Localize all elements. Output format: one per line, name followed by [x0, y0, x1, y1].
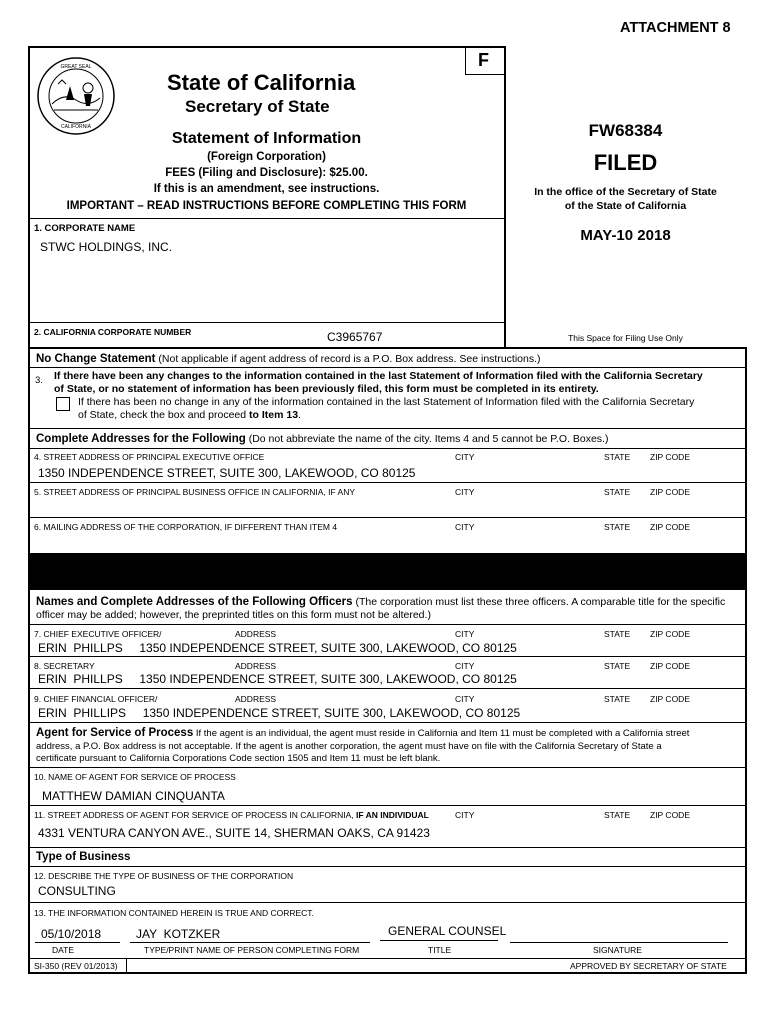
item8-value: ERIN PHILLPS 1350 INDEPENDENCE STREET, SUITE 300, LAKEWOOD, CO 80125 — [38, 672, 517, 686]
item7-state-label: STATE — [604, 629, 631, 639]
divider-header — [28, 218, 505, 219]
redaction-bar — [28, 553, 747, 590]
divider-no-change — [28, 367, 746, 368]
item9-value: ERIN PHILLIPS 1350 INDEPENDENCE STREET, SUITE 300, LAKEWOOD, CO 80125 — [38, 706, 521, 720]
date-label: DATE — [52, 945, 75, 955]
corporate-number-value: C3965767 — [327, 330, 383, 344]
officers-title: Names and Complete Addresses of the Following Officers (The corporation must list these three officers. A comparable title for the specific — [36, 596, 726, 608]
item3-line4: of State, check the box and proceed to Item 13. — [78, 409, 301, 421]
fees-line: FEES (Filing and Disclosure): $25.00. — [165, 167, 368, 179]
addresses-title: Complete Addresses for the Following (Do not abbreviate the name of the city. Items 4 and 5 cannot be P.O. Boxes.) — [36, 433, 609, 445]
item4-state-label: STATE — [604, 452, 631, 462]
divider-item1 — [28, 322, 505, 323]
important-line: IMPORTANT – READ INSTRUCTIONS BEFORE COMPLETING THIS FORM — [66, 200, 467, 212]
item11-label: 11. STREET ADDRESS OF AGENT FOR SERVICE OF PROCESS IN CALIFORNIA, IF AN INDIVIDUAL — [34, 810, 429, 820]
amendment-line: If this is an amendment, see instructions. — [153, 183, 380, 195]
divider-item10 — [28, 767, 746, 768]
form-revision: SI-350 (REV 01/2013) — [34, 961, 118, 971]
item8-city-label: CITY — [455, 661, 475, 671]
item7-label: 7. CHIEF EXECUTIVE OFFICER/ — [34, 629, 162, 639]
item7-value: ERIN PHILLPS 1350 INDEPENDENCE STREET, SUITE 300, LAKEWOOD, CO 80125 — [38, 641, 517, 655]
divider-business — [28, 847, 746, 848]
frame-left — [28, 347, 30, 973]
corporate-name-label: 1. CORPORATE NAME — [34, 223, 136, 234]
no-change-checkbox[interactable] — [56, 397, 70, 411]
form-letter-box-bottom — [465, 74, 505, 75]
item3-line1: If there have been any changes to the information contained in the last Statement of Information filed with the California Secretary — [54, 370, 703, 382]
title-value: GENERAL COUNSEL — [388, 924, 507, 938]
filing-office-line2: of the State of California — [564, 200, 687, 212]
divider-top-block — [28, 347, 746, 349]
item4-zip-label: ZIP CODE — [650, 452, 690, 462]
filing-number: FW68384 — [588, 121, 663, 140]
title-line — [380, 940, 498, 941]
item4-label: 4. STREET ADDRESS OF PRINCIPAL EXECUTIVE OFFICE — [34, 452, 265, 462]
frame-left-top — [28, 46, 30, 348]
divider-item5 — [28, 482, 746, 483]
item8-label: 8. SECRETARY — [34, 661, 95, 671]
item7-city-label: CITY — [455, 629, 475, 639]
name-label: TYPE/PRINT NAME OF PERSON COMPLETING FORM — [144, 945, 360, 955]
item3-number: 3. — [35, 375, 43, 386]
divider-item11 — [28, 805, 746, 806]
item11-city-label: CITY — [455, 810, 475, 820]
divider-item9 — [28, 688, 746, 689]
item6-state-label: STATE — [604, 522, 631, 532]
filing-status: FILED — [593, 150, 658, 175]
date-line — [35, 942, 120, 943]
item4-city-label: CITY — [455, 452, 475, 462]
item9-zip-label: ZIP CODE — [650, 694, 690, 704]
frame-bottom — [28, 972, 747, 974]
divider-item7 — [28, 624, 746, 625]
filing-date: MAY-10 2018 — [580, 227, 671, 244]
agent-text1: Agent for Service of Process If the agent is an individual, the agent must reside in California and Item 11 must be completed with a California street — [36, 727, 690, 739]
state-title: State of California — [167, 70, 356, 95]
item10-value: MATTHEW DAMIAN CINQUANTA — [42, 789, 225, 803]
business-title: Type of Business — [36, 851, 131, 863]
item8-zip-label: ZIP CODE — [650, 661, 690, 671]
divider-addresses — [28, 428, 746, 429]
california-seal-icon — [36, 56, 116, 136]
item9-state-label: STATE — [604, 694, 631, 704]
divider-item8 — [28, 656, 746, 657]
item13-label: 13. THE INFORMATION CONTAINED HEREIN IS TRUE AND CORRECT. — [34, 908, 314, 918]
item6-zip-label: ZIP CODE — [650, 522, 690, 532]
approved-label: APPROVED BY SECRETARY OF STATE — [570, 961, 727, 971]
filing-space-note: This Space for Filing Use Only — [568, 333, 683, 343]
frame-top-left — [28, 46, 505, 48]
title-label: TITLE — [428, 945, 452, 955]
item7-zip-label: ZIP CODE — [650, 629, 690, 639]
signature-label: SIGNATURE — [593, 945, 642, 955]
agent-text3: certificate pursuant to California Corporations Code section 1505 and Item 11 must be left blank. — [36, 753, 441, 764]
form-letter: F — [478, 50, 489, 70]
item7-address-label: ADDRESS — [235, 629, 277, 639]
signature-line[interactable] — [510, 942, 728, 943]
form-subtitle: (Foreign Corporation) — [207, 151, 326, 163]
item6-city-label: CITY — [455, 522, 475, 532]
item9-label: 9. CHIEF FINANCIAL OFFICER/ — [34, 694, 158, 704]
office-title: Secretary of State — [185, 97, 330, 116]
item9-address-label: ADDRESS — [235, 694, 277, 704]
footer-rev-divider — [126, 958, 127, 973]
divider-item4 — [28, 448, 746, 449]
item8-state-label: STATE — [604, 661, 631, 671]
item5-city-label: CITY — [455, 487, 475, 497]
frame-right — [745, 347, 747, 973]
item10-label: 10. NAME OF AGENT FOR SERVICE OF PROCESS — [34, 772, 236, 782]
item5-zip-label: ZIP CODE — [650, 487, 690, 497]
item12-label: 12. DESCRIBE THE TYPE OF BUSINESS OF THE CORPORATION — [34, 871, 294, 881]
item3-line2: of State, or no statement of information has been previously filed, this form must be completed in its entirety. — [54, 383, 599, 395]
divider-item12 — [28, 866, 746, 867]
name-value: JAY KOTZKER — [136, 927, 221, 941]
svg-text:CALIFORNIA: CALIFORNIA — [60, 124, 92, 130]
item6-label: 6. MAILING ADDRESS OF THE CORPORATION, IF DIFFERENT THAN ITEM 4 — [34, 522, 338, 532]
corporate-number-label: 2. CALIFORNIA CORPORATE NUMBER — [34, 327, 192, 337]
item5-state-label: STATE — [604, 487, 631, 497]
filing-office-line1: In the office of the Secretary of State — [534, 186, 717, 198]
form-letter-box-left — [465, 46, 466, 74]
divider-item13 — [28, 902, 746, 903]
officers-title-note2: officer may be added; however, the preprinted titles on this form must not be altered.) — [36, 609, 431, 621]
item11-state-label: STATE — [604, 810, 631, 820]
svg-text:GREAT SEAL: GREAT SEAL — [60, 64, 92, 70]
form-title: Statement of Information — [171, 130, 362, 147]
divider-agent — [28, 722, 746, 723]
agent-text2: address, a P.O. Box address is not acceptable. If the agent is another corporation, the agent must have on file with the California Secretary of State a — [36, 741, 662, 752]
corporate-name-value: STWC HOLDINGS, INC. — [40, 240, 173, 254]
item9-city-label: CITY — [455, 694, 475, 704]
divider-item6 — [28, 517, 746, 518]
item4-value: 1350 INDEPENDENCE STREET, SUITE 300, LAKEWOOD, CO 80125 — [38, 466, 416, 480]
name-line — [130, 942, 370, 943]
date-value: 05/10/2018 — [41, 927, 102, 941]
item11-zip-label: ZIP CODE — [650, 810, 690, 820]
attachment-label: ATTACHMENT 8 — [620, 20, 731, 36]
item5-label: 5. STREET ADDRESS OF PRINCIPAL BUSINESS OFFICE IN CALIFORNIA, IF ANY — [34, 487, 356, 497]
divider-footer — [28, 958, 746, 959]
item8-address-label: ADDRESS — [235, 661, 277, 671]
item3-line3: If there has been no change in any of the information contained in the last Statement of Information filed with the California Secretary — [78, 396, 695, 408]
item11-value: 4331 VENTURA CANYON AVE., SUITE 14, SHERMAN OAKS, CA 91423 — [38, 826, 430, 840]
no-change-title: No Change Statement (Not applicable if agent address of record is a P.O. Box address. See instructions.) — [36, 353, 541, 365]
item12-value: CONSULTING — [38, 884, 116, 898]
